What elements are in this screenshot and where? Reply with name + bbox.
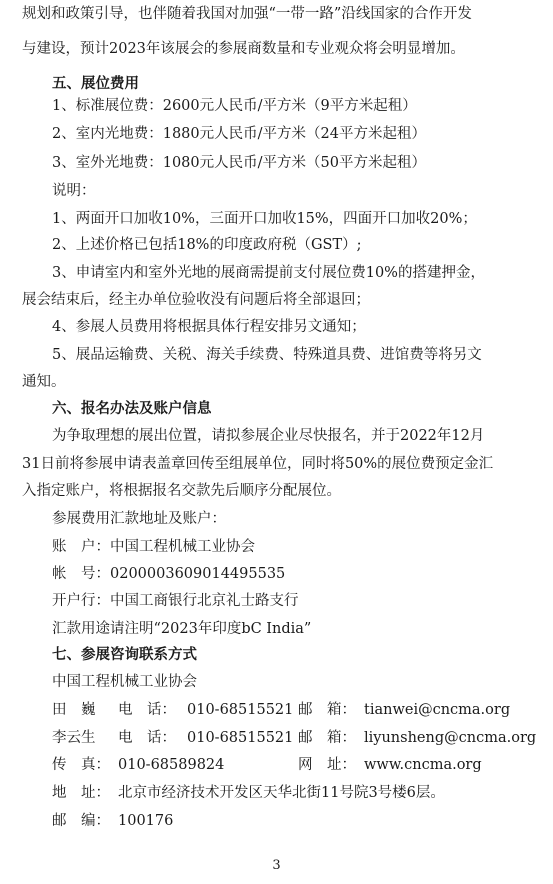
section-7-heading: 七、参展咨询联系方式 [52,647,197,663]
notes-label: 说明： [52,183,96,199]
intro-line-2: 与建设，预计2023年该展会的参展商数量和专业观众将会明显增加。 [22,41,465,57]
contact-org: 中国工程机械工业协会 [52,674,197,690]
note-item-5: 5、展品运输费、关税、海关手续费、特殊道具费、进馆费等将另文 [52,347,482,363]
remittance-note: 汇款用途请注明“2023年印度bC India” [52,621,312,637]
contact-2-email-label: 邮 箱： [298,730,356,746]
section-6-para-1: 为争取理想的展出位置，请拟参展企业尽快报名，并于2022年12月 [52,428,485,444]
section-6-heading: 六、报名办法及账户信息 [52,401,212,417]
section-5-heading: 五、展位费用 [52,76,139,92]
section-6-para-3: 入指定账户，将根据报名交款先后顺序分配展位。 [22,483,341,499]
fee-item-2: 2、室内光地费：1880元人民币/平方米（24平方米起租） [52,126,426,142]
account-name: 账 户：中国工程机械工业协会 [52,539,255,555]
account-number: 帐 号：0200003609014495535 [52,566,286,582]
website-url[interactable]: www.cncma.org [364,757,482,773]
fee-item-3: 3、室外光地费：1080元人民币/平方米（50平方米起租） [52,155,426,171]
contact-2-phone-label: 电 话： [118,730,176,746]
fax-number: 010-68589824 [118,757,225,773]
note-item-1: 1、两面开口加收10%，三面开口加收15%，四面开口加收20%； [52,211,477,227]
account-intro: 参展费用汇款地址及账户： [52,511,226,527]
contact-2-name: 李云生 [52,730,96,746]
contact-1-email-label: 邮 箱： [298,702,356,718]
note-item-3-cont: 展会结束后，经主办单位验收没有问题后将全部退回； [22,292,370,308]
contact-1-email[interactable]: tianwei@cncma.org [364,702,511,718]
contact-2-phone: 010-68515521 [187,730,294,746]
contact-1-phone: 010-68515521 [187,702,294,718]
website-label: 网 址： [298,757,356,773]
fee-item-1: 1、标准展位费：2600元人民币/平方米（9平方米起租） [52,98,417,114]
fax-label: 传 真： [52,757,110,773]
note-item-5-cont: 通知。 [22,374,66,390]
address-label: 地 址： [52,785,110,801]
contact-1-name: 田 巍 [52,702,96,718]
page-number: 3 [272,858,281,873]
postcode-label: 邮 编： [52,813,110,829]
note-item-4: 4、参展人员费用将根据具体行程安排另文通知； [52,319,366,335]
bank-name: 开户行：中国工商银行北京礼士路支行 [52,593,299,609]
contact-1-phone-label: 电 话： [118,702,176,718]
note-item-3: 3、申请室内和室外光地的展商需提前支付展位费10%的搭建押金， [52,265,485,281]
address-value: 北京市经济技术开发区天华北街11号院3号楼6层。 [118,785,445,801]
postcode-value: 100176 [118,813,174,829]
note-item-2: 2、上述价格已包括18%的印度政府税（GST）; [52,237,362,253]
intro-line-1: 规划和政策引导，也伴随着我国对加强“一带一路”沿线国家的合作开发 [22,6,472,22]
contact-2-email[interactable]: liyunsheng@cncma.org [364,730,537,746]
section-6-para-2: 31日前将参展申请表盖章回传至组展单位，同时将50%的展位费预定金汇 [22,456,494,472]
